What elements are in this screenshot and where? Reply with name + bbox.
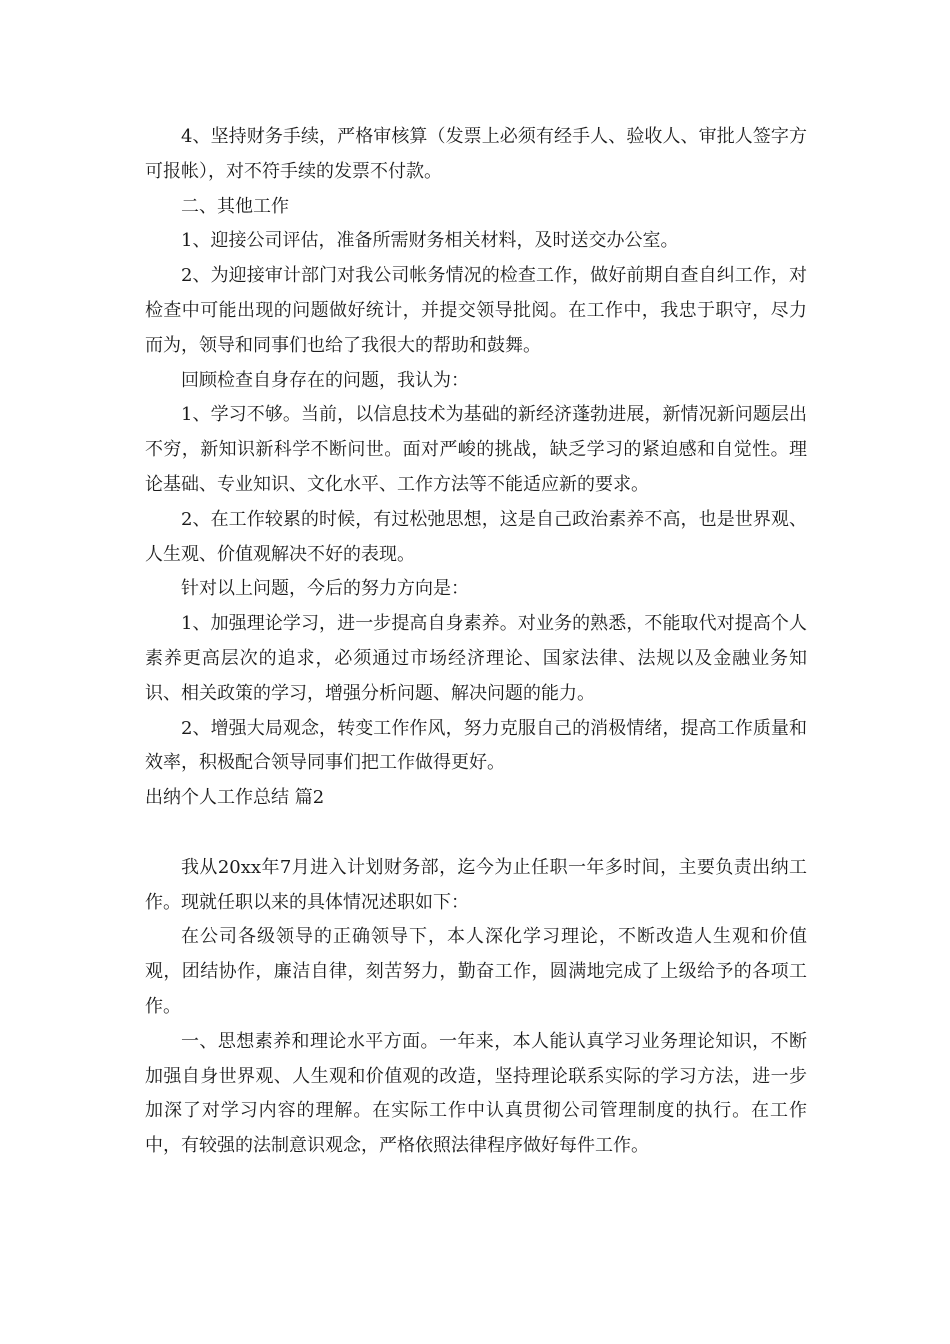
paragraph: 1、学习不够。当前，以信息技术为基础的新经济蓬勃进展，新情况新问题层出不穷，新知识新科学不断问世。面对严峻的挑战，缺乏学习的紧迫感和自觉性。理论基础、专业知识、文化水平、工作方法等不能适应新的要求。 bbox=[145, 404, 807, 495]
document-body bbox=[145, 120, 807, 1164]
section-title: 出纳个人工作总结 篇2 bbox=[145, 787, 325, 809]
paragraph: 2、为迎接审计部门对我公司帐务情况的检查工作，做好前期自查自纠工作，对检查中可能出现的问题做好统计，并提交领导批阅。在工作中，我忠于职守，尽力而为，领导和同事们也给了我很大的帮助和鼓舞。 bbox=[145, 265, 807, 356]
paragraph: 2、增强大局观念，转变工作作风，努力克服自己的消极情绪，提高工作质量和效率，积极配合领导同事们把工作做得更好。 bbox=[145, 717, 807, 774]
paragraph: 针对以上问题，今后的努力方向是： bbox=[181, 578, 469, 600]
section-heading-other-work: 二、其他工作 bbox=[181, 195, 289, 217]
paragraph: 4、坚持财务手续，严格审核算（发票上必须有经手人、验收人、审批人签字方可报帐），对不符手续的发票不付款。 bbox=[145, 126, 807, 182]
paragraph: 我从20xx年7月进入计划财务部，迄今为止任职一年多时间，主要负责出纳工作。现就任职以来的具体情况述职如下： bbox=[145, 856, 807, 913]
paragraph: 1、迎接公司评估，准备所需财务相关材料，及时送交办公室。 bbox=[181, 230, 679, 252]
paragraph: 一、思想素养和理论水平方面。一年来，本人能认真学习业务理论知识，不断加强自身世界观、人生观和价值观的改造，坚持理论联系实际的学习方法，进一步加深了对学习内容的理解。在实际工作中认真贯彻公司管理制度的执行。在工作中，有较强的法制意识观念，严格依照法律程序做好每件工作。 bbox=[145, 1030, 807, 1157]
paragraph: 2、在工作较累的时候，有过松弛思想，这是自己政治素养不高，也是世界观、人生观、价值观解决不好的表现。 bbox=[145, 508, 807, 565]
blank-line bbox=[145, 816, 807, 851]
paragraph: 在公司各级领导的正确领导下，本人深化学习理论，不断改造人生观和价值观，团结协作，廉洁自律，刻苦努力，勤奋工作，圆满地完成了上级给予的各项工作。 bbox=[145, 926, 807, 1017]
paragraph: 1、加强理论学习，进一步提高自身素养。对业务的熟悉，不能取代对提高个人素养更高层次的追求，必须通过市场经济理论、国家法律、法规以及金融业务知识、相关政策的学习，增强分析问题、解决问题的能力。 bbox=[145, 613, 807, 704]
paragraph: 回顾检查自身存在的问题，我认为： bbox=[181, 369, 469, 391]
